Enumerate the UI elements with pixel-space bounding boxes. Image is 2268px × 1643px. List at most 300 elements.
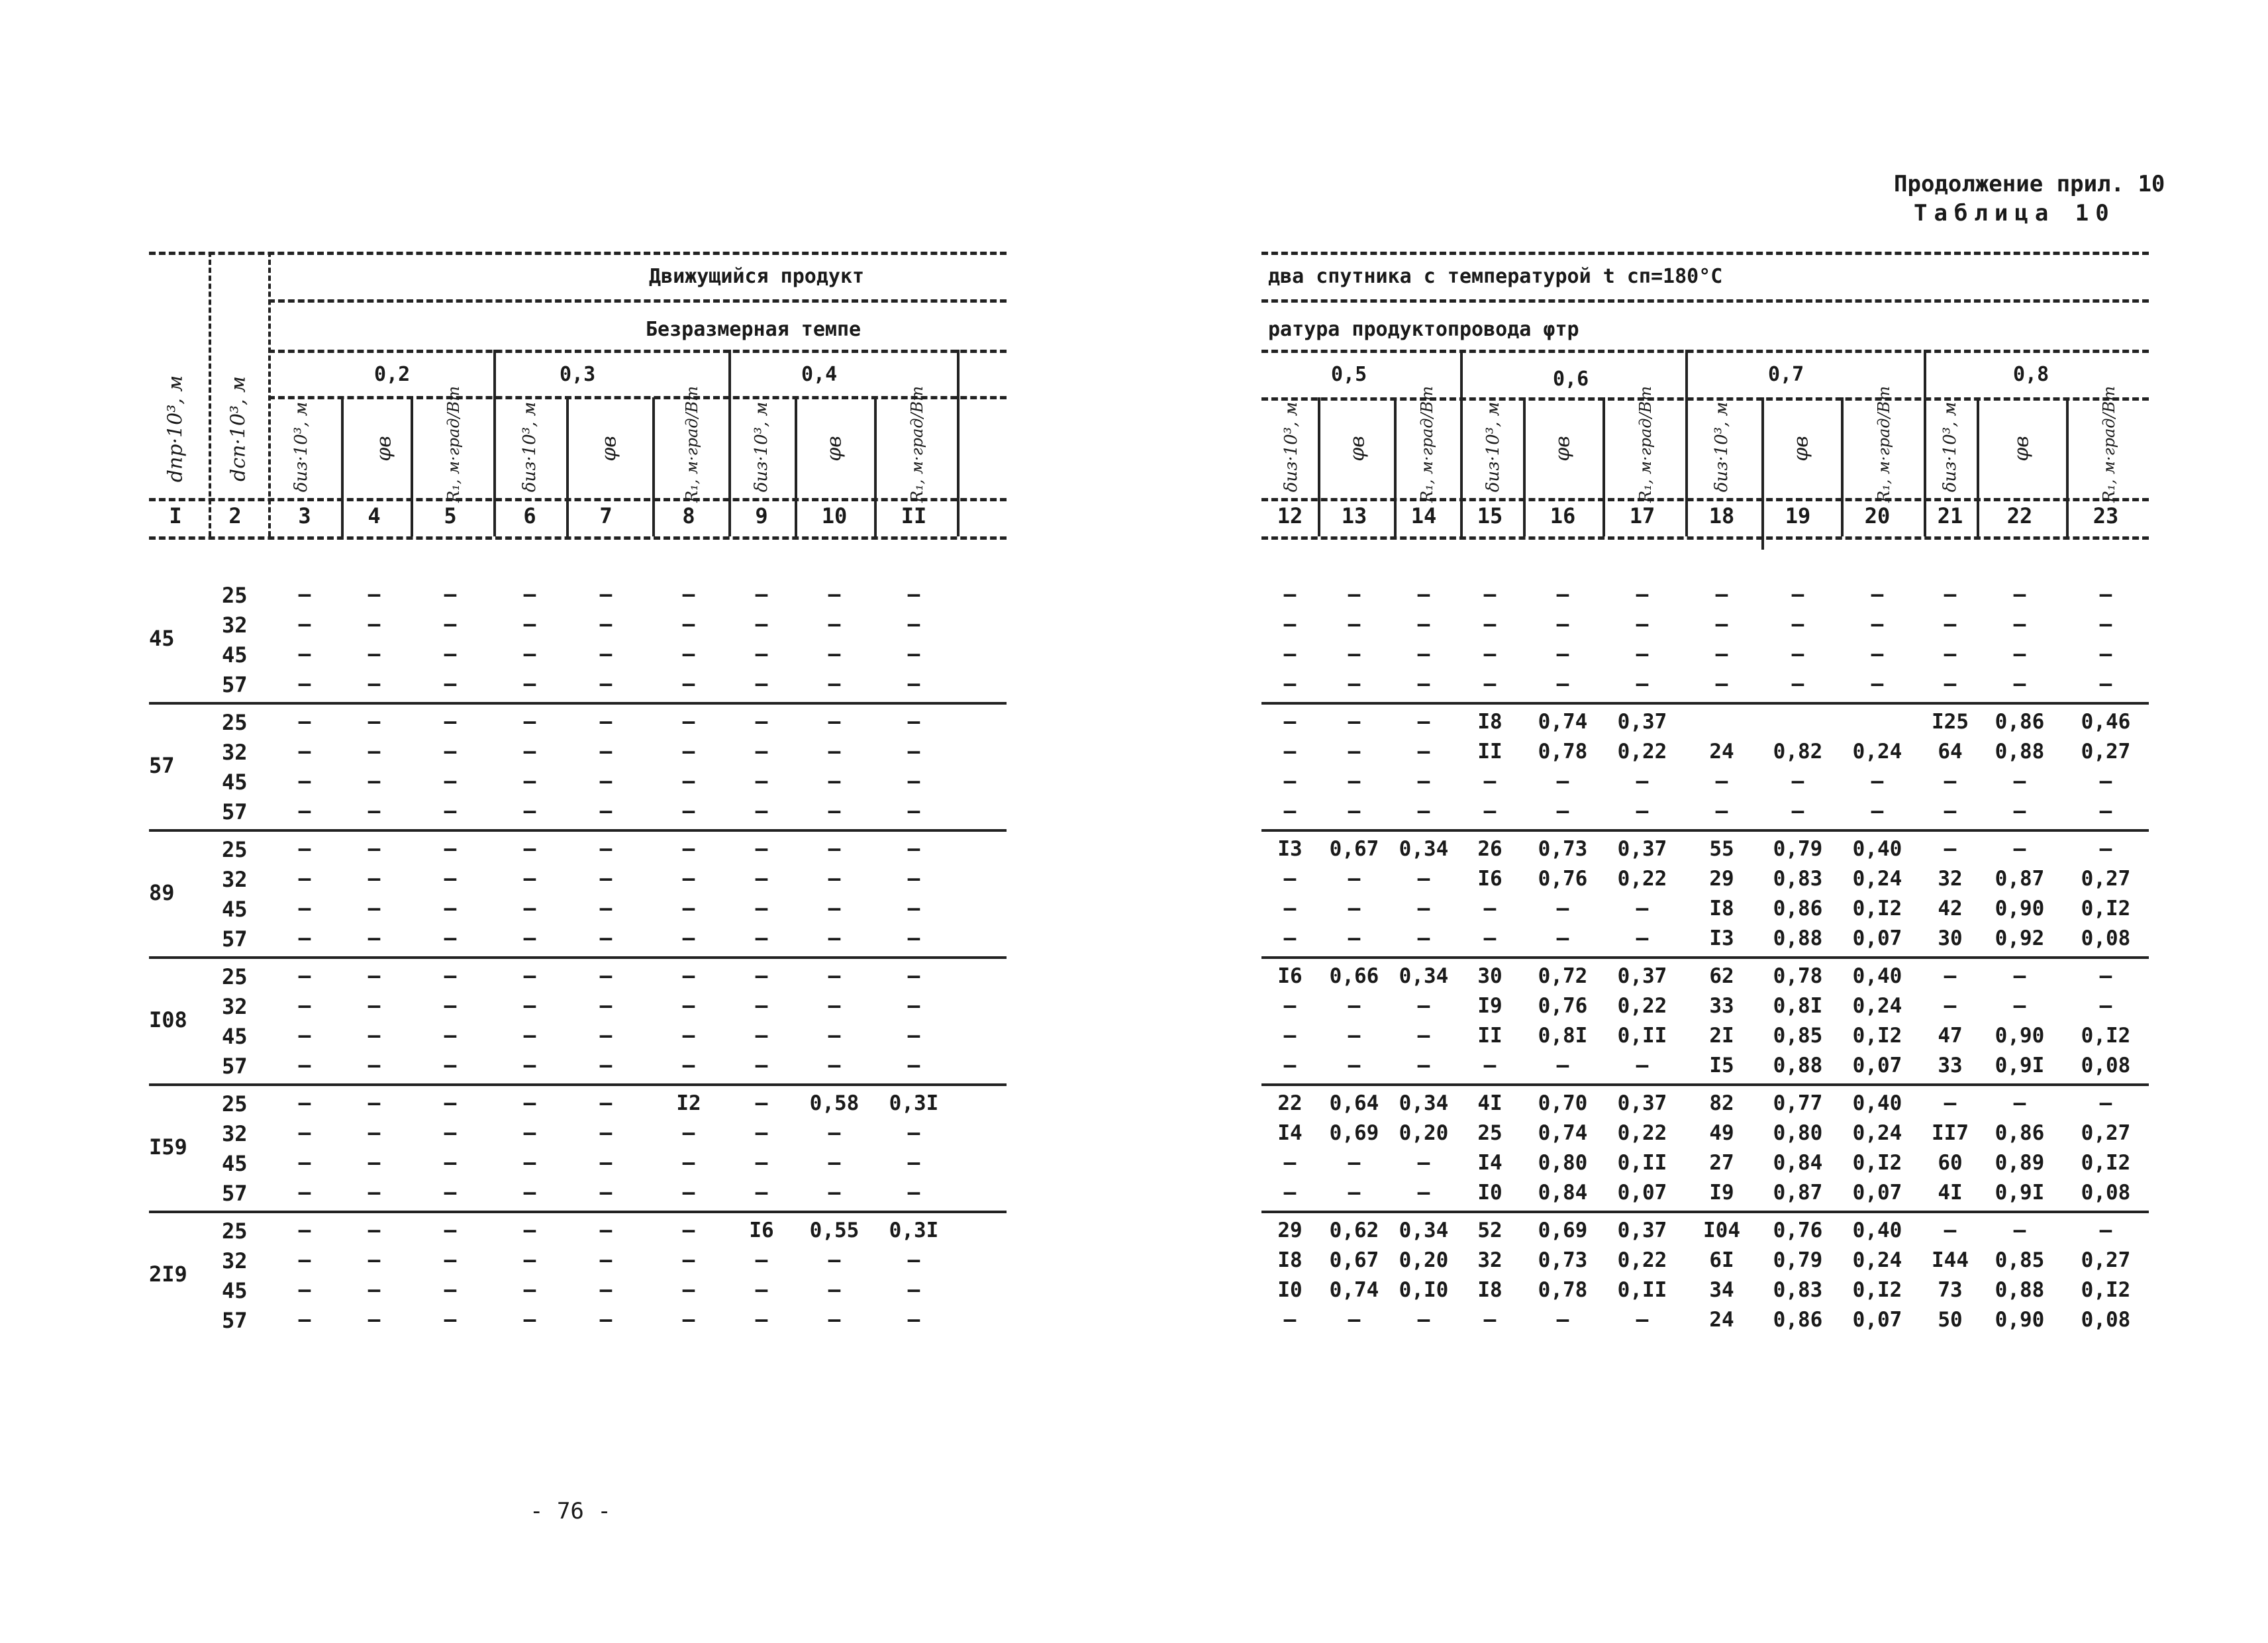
table-cell: – — [755, 1054, 768, 1077]
table-cell: – — [444, 1091, 457, 1115]
table-cell: – — [368, 1121, 381, 1145]
right-group-0-8: 0,8 — [2013, 363, 2049, 386]
table-cell: – — [828, 926, 841, 950]
table-cell: – — [1636, 672, 1649, 696]
table-cell: – — [755, 1024, 768, 1048]
table-cell: – — [523, 1054, 536, 1077]
table-cell: 62 — [1709, 964, 1734, 988]
r-header-phi-3: φв — [1789, 436, 1813, 462]
table-cell: 0,3I — [889, 1091, 939, 1115]
header-phi-3: φв — [822, 436, 846, 462]
table-cell: 0,24 — [1852, 1248, 1902, 1272]
header-delta-3: δиз·10³, м — [752, 401, 771, 493]
table-cell: – — [1417, 799, 1430, 823]
left-col-number: 10 — [821, 503, 848, 528]
right-col-number: 15 — [1477, 503, 1503, 528]
table-cell: – — [682, 799, 695, 823]
table-cell: 0,9I — [1995, 1054, 2045, 1077]
table-cell: – — [444, 1151, 457, 1175]
left-rule-3 — [268, 350, 1007, 353]
table-cell: 0,07 — [1617, 1181, 1667, 1205]
table-cell: – — [1715, 799, 1728, 823]
table-cell: I3 — [1709, 926, 1734, 950]
left-vline-8 — [728, 350, 731, 536]
table-cell: – — [523, 799, 536, 823]
table-cell: – — [1283, 740, 1297, 764]
table-cell: I8 — [1477, 710, 1503, 734]
table-cell: 0,I0 — [1399, 1278, 1449, 1302]
table-cell: – — [755, 583, 768, 607]
table-cell: 24 — [1709, 740, 1734, 764]
table-cell: – — [682, 897, 695, 921]
table-cell: – — [599, 642, 613, 666]
table-cell: 0,22 — [1617, 1121, 1667, 1145]
header-r-2: R₁, м·град/Вт — [683, 386, 701, 503]
r-header-phi-1: φв — [1346, 436, 1369, 462]
table-cell: – — [1556, 1308, 1569, 1332]
header-delta-1: δиз·10³, м — [291, 401, 311, 493]
left-col-number: 6 — [523, 503, 536, 528]
table-cell: 0,58 — [809, 1091, 860, 1115]
left-col-number: 9 — [755, 503, 768, 528]
table-cell: I6 — [1477, 867, 1503, 891]
table-cell: 0,07 — [1852, 1054, 1902, 1077]
table-cell: – — [2099, 994, 2112, 1018]
table-cell: – — [907, 1121, 920, 1145]
table-cell: – — [1417, 994, 1430, 1018]
table-cell: 0,88 — [1773, 1054, 1823, 1077]
table-cell: – — [599, 613, 613, 636]
table-cell: – — [1283, 583, 1297, 607]
table-cell: 0,46 — [2081, 710, 2131, 734]
table-cell: I8 — [1709, 897, 1734, 921]
table-cell: 0,88 — [1995, 1278, 2045, 1302]
table-cell: 30 — [1938, 926, 1963, 950]
table-cell: 34 — [1709, 1278, 1734, 1302]
table-cell: – — [682, 770, 695, 793]
table-cell: 0,76 — [1538, 867, 1588, 891]
table-cell: – — [599, 583, 613, 607]
table-cell: I4 — [1277, 1121, 1303, 1145]
table-cell: – — [1871, 613, 1884, 636]
table-cell: – — [755, 1181, 768, 1205]
right-col-number: 17 — [1629, 503, 1655, 528]
table-cell: – — [599, 837, 613, 861]
table-cell: – — [682, 1308, 695, 1332]
table-cell: 0,20 — [1399, 1248, 1449, 1272]
table-cell: – — [2013, 613, 2026, 636]
table-cell: 0,78 — [1538, 740, 1588, 764]
right-title: два спутника с температурой t сп=180°С — [1268, 265, 1723, 288]
table-cell: – — [1715, 583, 1728, 607]
table-cell: – — [755, 770, 768, 793]
table-cell: – — [599, 1091, 613, 1115]
header-delta-2: δиз·10³, м — [520, 401, 540, 493]
table-cell: – — [298, 837, 311, 861]
table-cell: – — [828, 837, 841, 861]
table-cell: – — [1483, 799, 1497, 823]
table-cell: – — [523, 1091, 536, 1115]
table-cell: – — [298, 867, 311, 891]
table-cell: – — [368, 1024, 381, 1048]
table-cell: – — [523, 1181, 536, 1205]
table-cell: I3 — [1277, 837, 1303, 861]
table-cell: – — [907, 770, 920, 793]
table-cell: – — [368, 1091, 381, 1115]
table-cell: – — [298, 672, 311, 696]
table-cell: 0,22 — [1617, 1248, 1667, 1272]
table-cell: – — [1283, 1151, 1297, 1175]
sub-diameter: 32 — [222, 994, 248, 1019]
table-cell: – — [599, 1054, 613, 1077]
right-vline-1 — [1318, 397, 1320, 536]
table-cell: – — [1944, 770, 1957, 793]
table-cell: 0,89 — [1995, 1151, 2045, 1175]
table-cell: – — [599, 1219, 613, 1242]
table-cell: I8 — [1477, 1278, 1503, 1302]
table-cell: – — [1556, 770, 1569, 793]
table-cell: – — [444, 710, 457, 734]
table-cell: – — [1283, 1181, 1297, 1205]
table-cell: – — [1483, 1308, 1497, 1332]
table-cell: – — [1417, 1054, 1430, 1077]
table-cell: – — [2013, 642, 2026, 666]
table-cell: – — [368, 1181, 381, 1205]
table-cell: 0,27 — [2081, 740, 2131, 764]
table-cell: – — [755, 1121, 768, 1145]
table-cell: 0,40 — [1852, 1219, 1902, 1242]
table-cell: 0,86 — [1995, 1121, 2045, 1145]
table-cell: – — [907, 867, 920, 891]
table-cell: – — [523, 1024, 536, 1048]
table-cell: – — [755, 799, 768, 823]
table-cell: – — [907, 1278, 920, 1302]
table-cell: 2I — [1709, 1024, 1734, 1048]
table-cell: 0,74 — [1538, 710, 1588, 734]
table-cell: – — [523, 897, 536, 921]
table-cell: – — [1944, 964, 1957, 988]
table-cell: – — [298, 613, 311, 636]
table-cell: – — [2099, 583, 2112, 607]
table-cell: – — [368, 964, 381, 988]
table-cell: – — [444, 770, 457, 793]
table-cell: – — [1417, 642, 1430, 666]
table-cell: 0,83 — [1773, 1278, 1823, 1302]
table-cell: – — [682, 867, 695, 891]
header-r-3: R₁, м·град/Вт — [908, 386, 926, 503]
sub-diameter: 25 — [222, 964, 248, 989]
table-cell: – — [444, 1219, 457, 1242]
sub-diameter: 45 — [222, 897, 248, 922]
table-cell: 0,24 — [1852, 740, 1902, 764]
sub-diameter: 45 — [222, 1278, 248, 1303]
table-cell: I0 — [1277, 1278, 1303, 1302]
table-cell: – — [444, 1121, 457, 1145]
table-cell: – — [444, 867, 457, 891]
table-cell: 0,08 — [2081, 1181, 2131, 1205]
table-cell: – — [907, 1181, 920, 1205]
table-cell: – — [523, 867, 536, 891]
table-cell: – — [1283, 1024, 1297, 1048]
table-cell: – — [1944, 994, 1957, 1018]
table-cell: – — [298, 926, 311, 950]
table-cell: – — [755, 740, 768, 764]
table-cell: – — [599, 1278, 613, 1302]
table-cell: 0,90 — [1995, 1308, 2045, 1332]
table-cell: 0,27 — [2081, 1248, 2131, 1272]
right-rule-5 — [1261, 498, 2149, 501]
table-cell: II — [1477, 1024, 1503, 1048]
table-cell: – — [523, 837, 536, 861]
table-cell: – — [828, 1121, 841, 1145]
table-cell: – — [368, 1308, 381, 1332]
left-col-number: I — [169, 503, 182, 528]
table-cell: – — [1556, 642, 1569, 666]
right-col-number: 23 — [2093, 503, 2119, 528]
table-cell: 30 — [1477, 964, 1503, 988]
table-cell: – — [907, 1054, 920, 1077]
table-cell: – — [1283, 613, 1297, 636]
table-cell: – — [1791, 583, 1804, 607]
left-group-0-2: 0,2 — [374, 363, 411, 386]
table-cell: – — [298, 583, 311, 607]
table-cell: – — [1944, 1091, 1957, 1115]
table-cell: 0,I2 — [2081, 1024, 2131, 1048]
table-cell: – — [599, 926, 613, 950]
r-header-delta-4: δиз·10³, м — [1940, 401, 1960, 493]
table-cell: – — [1348, 926, 1361, 950]
table-cell: – — [907, 642, 920, 666]
table-cell: 0,79 — [1773, 837, 1823, 861]
table-cell: – — [1715, 770, 1728, 793]
left-vline-10 — [874, 397, 877, 536]
table-cell: 0,22 — [1617, 867, 1667, 891]
table-cell: – — [2013, 837, 2026, 861]
table-cell: 0,73 — [1538, 1248, 1588, 1272]
sub-diameter: 57 — [222, 799, 248, 824]
table-cell: 0,I2 — [1852, 1151, 1902, 1175]
table-cell: – — [368, 1248, 381, 1272]
r-header-phi-4: φв — [2010, 436, 2034, 462]
table-cell: – — [755, 926, 768, 950]
table-cell: – — [444, 994, 457, 1018]
table-cell: – — [298, 740, 311, 764]
table-cell: – — [523, 994, 536, 1018]
table-cell: – — [1483, 642, 1497, 666]
table-cell: – — [828, 1248, 841, 1272]
table-cell: 0,08 — [2081, 926, 2131, 950]
table-cell: – — [828, 867, 841, 891]
table-cell: – — [1791, 672, 1804, 696]
table-cell: – — [368, 799, 381, 823]
left-vline-11 — [957, 350, 960, 536]
table-cell: 0,II — [1617, 1278, 1667, 1302]
table-cell: 0,I2 — [2081, 1278, 2131, 1302]
right-vline-8 — [1841, 397, 1844, 536]
table-cell: – — [1417, 672, 1430, 696]
table-cell: – — [755, 837, 768, 861]
table-cell: – — [1944, 642, 1957, 666]
table-cell: – — [444, 740, 457, 764]
table-cell: – — [599, 799, 613, 823]
table-cell: 25 — [1477, 1121, 1503, 1145]
table-cell: 0,62 — [1329, 1219, 1379, 1242]
table-cell: 0,86 — [1773, 897, 1823, 921]
table-cell: – — [1417, 710, 1430, 734]
table-cell: – — [907, 994, 920, 1018]
table-cell: – — [682, 1219, 695, 1242]
group-separator — [149, 956, 1007, 959]
table-cell: – — [2099, 1219, 2112, 1242]
table-cell: – — [907, 1024, 920, 1048]
table-cell: – — [1636, 642, 1649, 666]
table-cell: – — [907, 897, 920, 921]
table-cell: 0,87 — [1995, 867, 2045, 891]
table-cell: I4 — [1477, 1151, 1503, 1175]
table-cell: 32 — [1938, 867, 1963, 891]
right-group-0-6: 0,6 — [1553, 368, 1589, 391]
table-cell: – — [444, 613, 457, 636]
table-cell: 0,84 — [1773, 1151, 1823, 1175]
r-header-delta-3: δиз·10³, м — [1712, 401, 1732, 493]
table-cell: – — [368, 583, 381, 607]
table-cell: 0,3I — [889, 1219, 939, 1242]
table-cell: – — [682, 710, 695, 734]
table-cell: – — [1944, 583, 1957, 607]
table-cell: 0,74 — [1538, 1121, 1588, 1145]
table-cell: – — [2099, 964, 2112, 988]
table-cell: 0,77 — [1773, 1091, 1823, 1115]
table-cell: – — [1283, 770, 1297, 793]
table-cell: – — [2013, 770, 2026, 793]
table-cell: 33 — [1709, 994, 1734, 1018]
table-cell: – — [2013, 994, 2026, 1018]
table-cell: – — [523, 1248, 536, 1272]
table-cell: – — [828, 1024, 841, 1048]
table-cell: 0,79 — [1773, 1248, 1823, 1272]
sub-diameter: 25 — [222, 1091, 248, 1117]
table-cell: – — [368, 1219, 381, 1242]
table-cell: – — [755, 1248, 768, 1272]
table-cell: – — [599, 867, 613, 891]
table-cell: – — [298, 1181, 311, 1205]
left-col-number: 4 — [368, 503, 381, 528]
table-cell: – — [1871, 672, 1884, 696]
table-cell: – — [1636, 1308, 1649, 1332]
table-cell: – — [444, 799, 457, 823]
table-cell: – — [523, 740, 536, 764]
right-col-number: 12 — [1277, 503, 1303, 528]
table-cell: – — [1944, 672, 1957, 696]
right-top-rule — [1261, 252, 2149, 255]
table-cell: – — [755, 867, 768, 891]
right-group-0-5: 0,5 — [1331, 363, 1367, 386]
table-cell: – — [444, 926, 457, 950]
table-cell: – — [1944, 613, 1957, 636]
left-vline-4 — [411, 397, 413, 536]
sub-diameter: 57 — [222, 1181, 248, 1206]
table-cell: – — [1636, 926, 1649, 950]
sub-diameter: 25 — [222, 710, 248, 735]
table-cell: – — [1417, 897, 1430, 921]
table-cell: – — [298, 1121, 311, 1145]
table-cell: 6I — [1709, 1248, 1734, 1272]
table-cell: – — [682, 642, 695, 666]
table-cell: – — [1636, 583, 1649, 607]
table-cell: – — [1871, 583, 1884, 607]
table-cell: – — [1417, 770, 1430, 793]
table-cell: 0,II — [1617, 1151, 1667, 1175]
left-group-0-4: 0,4 — [801, 363, 838, 386]
right-col-number: 22 — [2006, 503, 2033, 528]
table-cell: – — [1483, 583, 1497, 607]
table-cell: I25 — [1932, 710, 1969, 734]
table-cell: 64 — [1938, 740, 1963, 764]
table-cell: 0,I2 — [2081, 1151, 2131, 1175]
table-cell: – — [907, 926, 920, 950]
table-cell: – — [1483, 770, 1497, 793]
table-cell: 0,I2 — [1852, 897, 1902, 921]
table-cell: – — [682, 1054, 695, 1077]
table-cell: 0,73 — [1538, 837, 1588, 861]
table-cell: – — [1283, 642, 1297, 666]
table-cell: – — [682, 964, 695, 988]
right-col-number: 16 — [1550, 503, 1576, 528]
group-separator — [1261, 1211, 2149, 1213]
r-header-delta-2: δиз·10³, м — [1483, 401, 1503, 493]
group-separator — [149, 1211, 1007, 1213]
table-cell: I6 — [1277, 964, 1303, 988]
table-cell: – — [907, 1151, 920, 1175]
table-cell: 0,40 — [1852, 964, 1902, 988]
table-cell: – — [1417, 1181, 1430, 1205]
table-cell: – — [599, 994, 613, 1018]
table-cell: – — [368, 897, 381, 921]
table-cell: – — [1348, 642, 1361, 666]
table-cell: – — [828, 1278, 841, 1302]
right-group-0-7: 0,7 — [1768, 363, 1804, 386]
sub-diameter: 45 — [222, 1151, 248, 1176]
table-cell: – — [682, 1181, 695, 1205]
table-cell: – — [599, 770, 613, 793]
table-cell: – — [1283, 867, 1297, 891]
table-cell: 4I — [1477, 1091, 1503, 1115]
table-cell: 0,67 — [1329, 1248, 1379, 1272]
table-cell: 0,90 — [1995, 897, 2045, 921]
sub-diameter: 32 — [222, 1121, 248, 1146]
left-col-number: 7 — [599, 503, 613, 528]
table-cell: – — [1348, 994, 1361, 1018]
table-cell: – — [298, 799, 311, 823]
table-cell: – — [2099, 613, 2112, 636]
table-cell: 0,88 — [1773, 926, 1823, 950]
table-cell: – — [755, 613, 768, 636]
table-cell: – — [599, 1248, 613, 1272]
table-cell: 0,I2 — [2081, 897, 2131, 921]
pipe-diameter: 89 — [149, 880, 175, 905]
right-col-number: 13 — [1341, 503, 1367, 528]
table-cell: 24 — [1709, 1308, 1734, 1332]
table-cell: 0,72 — [1538, 964, 1588, 988]
table-cell: I9 — [1477, 994, 1503, 1018]
table-cell: 0,07 — [1852, 1308, 1902, 1332]
table-cell: 0,69 — [1538, 1219, 1588, 1242]
table-cell: – — [298, 1248, 311, 1272]
table-cell: 0,27 — [2081, 867, 2131, 891]
r-header-r-1: R₁, м·град/Вт — [1418, 386, 1436, 503]
table-cell: – — [828, 964, 841, 988]
table-cell: – — [828, 583, 841, 607]
